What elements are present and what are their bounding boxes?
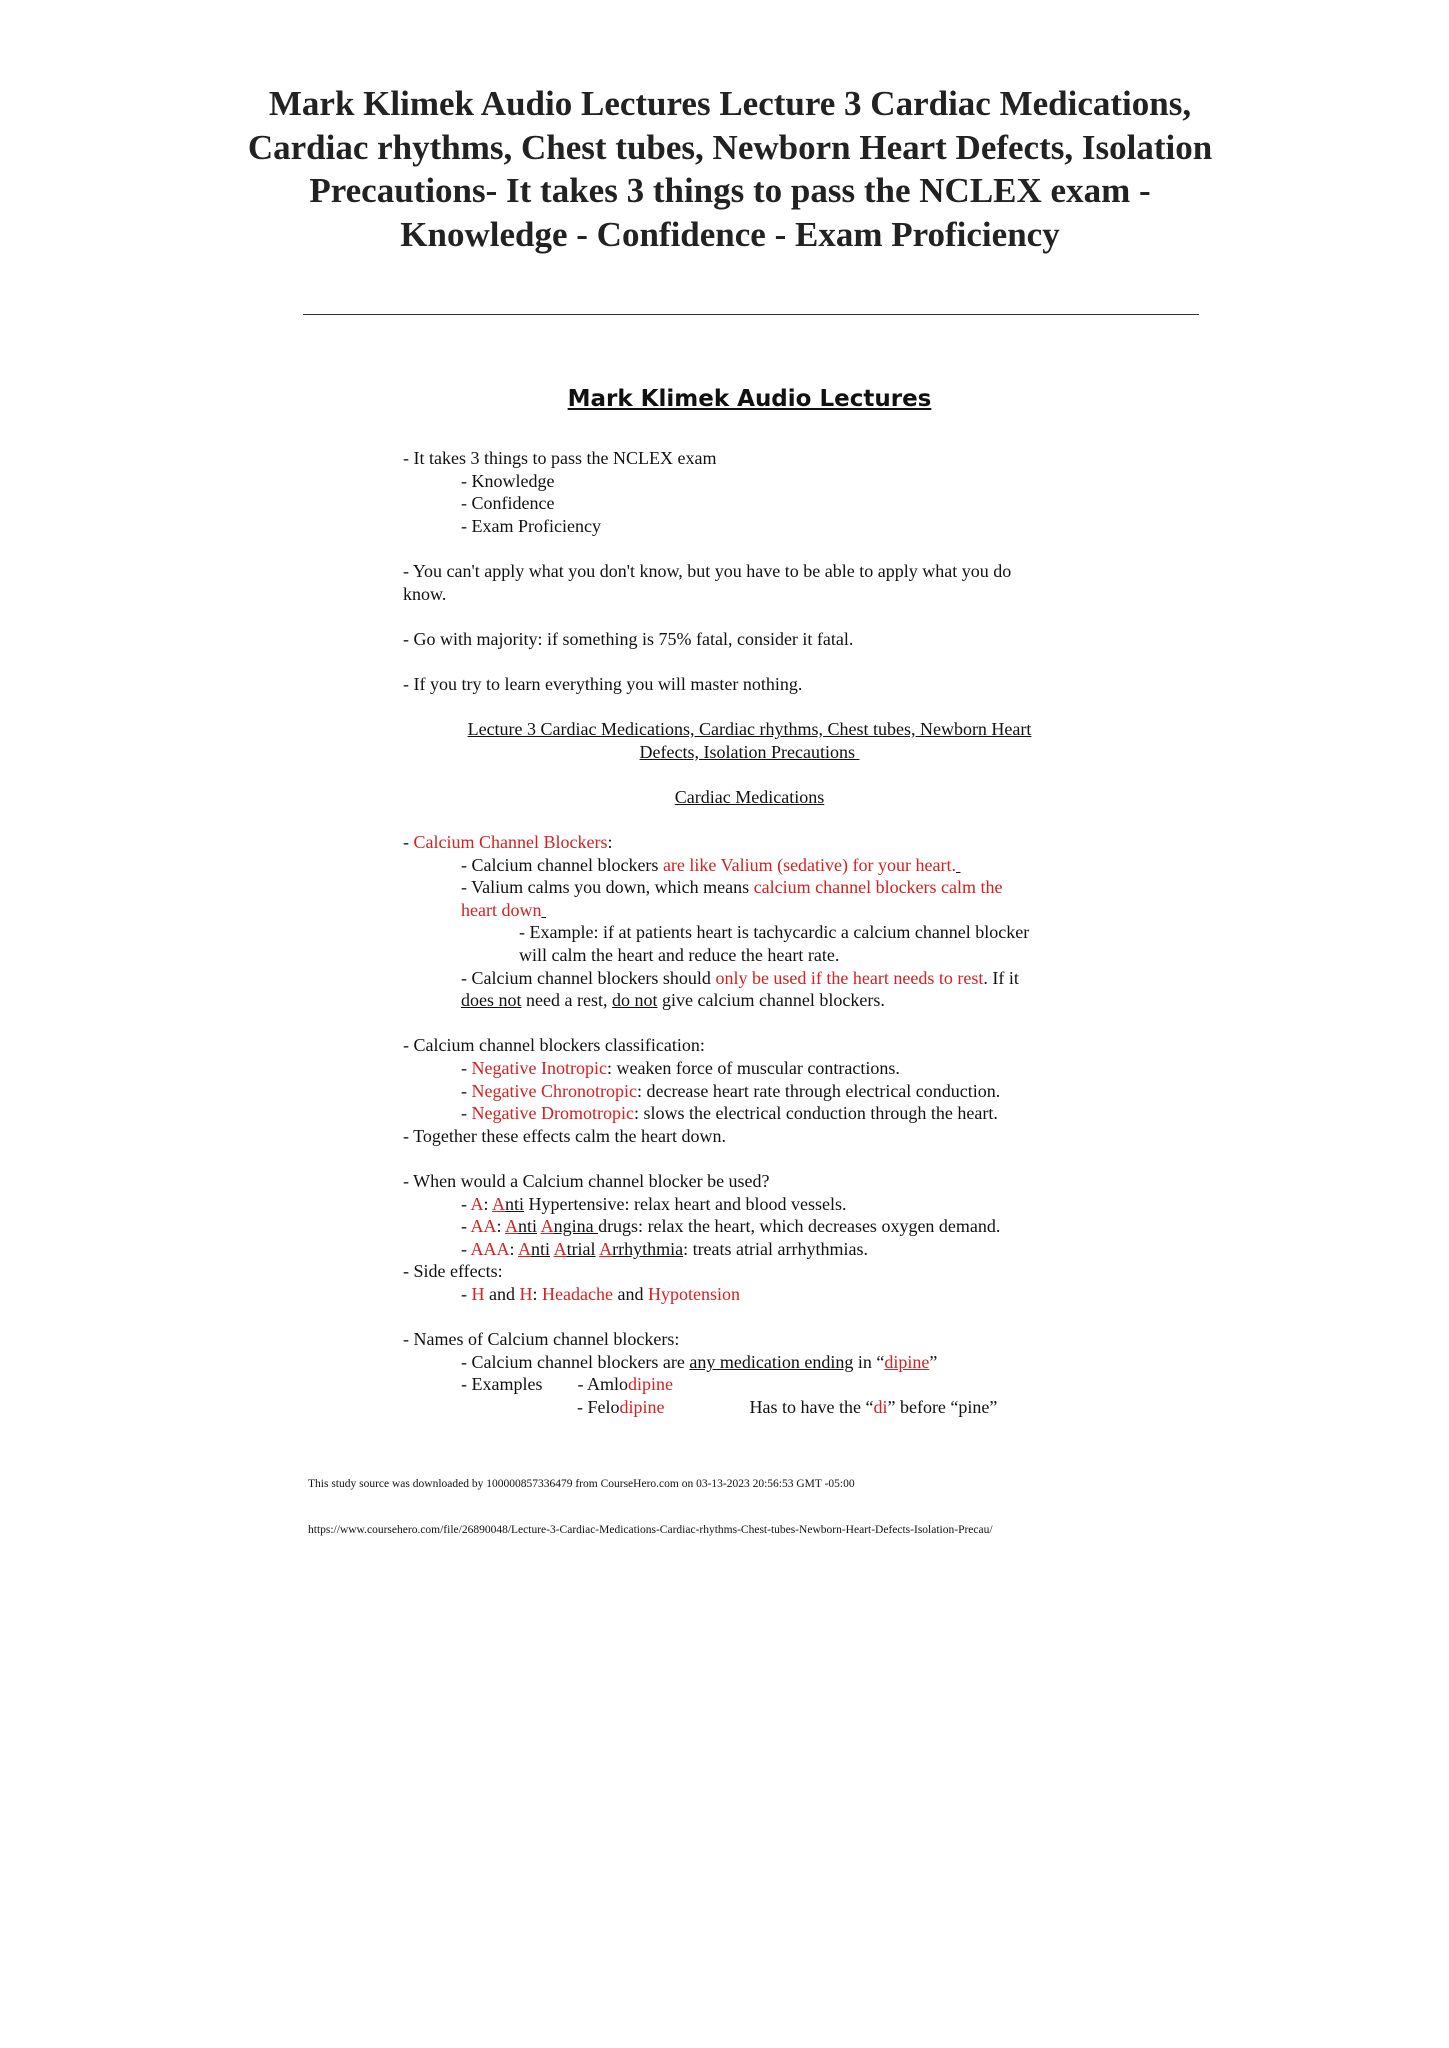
text-span: - It takes 3 things to pass the NCLEX exam	[403, 448, 717, 468]
text-line	[403, 1215, 1103, 1238]
highlighted-text: dipine	[884, 1351, 930, 1372]
highlighted-text: A	[470, 1193, 484, 1214]
highlighted-text: A	[505, 1216, 519, 1237]
text-span: -	[461, 1216, 471, 1237]
text-span: - Calcium channel blockers classification:	[403, 1035, 705, 1056]
text-span: - Examples	[461, 1374, 543, 1395]
text-line	[403, 921, 1103, 944]
text-span: Defects, Isolation Precautions	[639, 741, 860, 762]
text-span: - When would a Calcium channel blocker be used?	[403, 1171, 770, 1191]
text-span: know.	[403, 583, 447, 604]
text-line	[403, 786, 1096, 809]
text-line	[403, 718, 1096, 741]
text-span: -	[461, 1193, 471, 1214]
text-line	[403, 1373, 1103, 1396]
highlighted-text: calcium channel blockers calm the	[753, 877, 1003, 898]
text-span: nti	[531, 1238, 551, 1259]
text-span: Lecture 3 Cardiac Medications, Cardiac rhythms, Chest tubes, Newborn Heart	[467, 719, 1032, 740]
text-span: :	[532, 1283, 543, 1304]
highlighted-text: Negative Dromotropic	[471, 1103, 634, 1124]
text-line	[403, 1193, 1103, 1216]
highlighted-text: A	[518, 1238, 532, 1259]
text-span: -	[461, 1103, 472, 1124]
text-span	[541, 900, 546, 920]
text-span: Hypertensive: relax heart and blood vessels.	[524, 1193, 847, 1214]
text-span: Cardiac Medications	[674, 786, 825, 807]
blank-line	[403, 763, 1103, 786]
text-line	[403, 583, 1103, 606]
highlighted-text: Hypotension	[647, 1283, 740, 1304]
text-line	[403, 854, 1103, 877]
text-span: :	[496, 1216, 506, 1237]
title-divider	[303, 314, 1199, 315]
text-span: . If it	[983, 967, 1019, 988]
text-line	[403, 1351, 1103, 1374]
text-span: in “	[853, 1351, 885, 1372]
highlighted-text: Calcium Channel Blockers	[413, 832, 608, 853]
highlighted-text: A	[492, 1193, 506, 1214]
text-line	[403, 1238, 1103, 1261]
blank-line	[403, 1147, 1103, 1170]
source-url[interactable]: https://www.coursehero.com/file/26890048/Lecture-3-Cardiac-Medications-Cardiac-rhythms-Chest-tubes-Newborn-Heart-Defects-Isolation-Precau/	[308, 1524, 993, 1536]
text-line	[403, 1396, 1103, 1419]
text-span: :	[483, 1193, 493, 1214]
text-line	[403, 628, 1103, 651]
highlighted-text: AAA	[470, 1238, 510, 1259]
text-line	[403, 673, 1103, 696]
text-line	[403, 1080, 1103, 1103]
section-heading: Mark Klimek Audio Lectures	[567, 386, 932, 412]
blank-line	[403, 1012, 1103, 1035]
text-span: any medication ending	[689, 1351, 854, 1372]
text-span: - Felo	[577, 1396, 620, 1417]
text-span: -	[461, 1058, 472, 1079]
text-line	[403, 492, 1103, 515]
text-span: and	[612, 1283, 648, 1304]
highlighted-text: only be used if the heart needs to rest	[715, 967, 984, 988]
blank-line	[403, 605, 1103, 628]
text-span: do not	[611, 990, 658, 1011]
text-span: nti	[518, 1216, 538, 1237]
text-line	[403, 741, 1096, 764]
text-span: - Names of Calcium channel blockers:	[403, 1329, 680, 1350]
text-span: will calm the heart and reduce the heart rate.	[519, 945, 840, 966]
text-line	[403, 944, 1103, 967]
highlighted-text: Headache	[542, 1283, 613, 1304]
text-span: -	[461, 1080, 472, 1101]
text-span: - Knowledge	[461, 470, 555, 491]
text-span: - Valium calms you down, which means	[461, 877, 754, 898]
text-span: : weaken force of muscular contractions.	[606, 1058, 900, 1079]
text-span: drugs: relax the heart, which decreases oxygen demand.	[598, 1216, 1001, 1237]
text-line	[403, 899, 1103, 922]
highlighted-text: dipine	[619, 1396, 665, 1417]
text-line	[403, 1125, 1103, 1148]
blank-line	[403, 809, 1103, 832]
text-span: -	[461, 1283, 472, 1304]
text-span: -	[461, 1238, 471, 1259]
text-line	[403, 1283, 1103, 1306]
text-span: - Calcium channel blockers should	[461, 967, 716, 988]
text-span: - Side effects:	[403, 1261, 503, 1282]
text-span: - Together these effects calm the heart down.	[403, 1125, 726, 1146]
highlighted-text: heart down	[461, 899, 542, 920]
text-span: nti	[505, 1193, 525, 1214]
text-span: : treats atrial arrhythmias.	[683, 1238, 868, 1259]
blank-line	[403, 650, 1103, 673]
text-line	[403, 447, 1103, 470]
text-span: ” before “pine”	[887, 1396, 998, 1417]
text-span: and	[484, 1283, 520, 1304]
text-span: Has to have the “	[749, 1396, 874, 1417]
text-line	[403, 967, 1103, 990]
text-line	[403, 1170, 1103, 1193]
text-span: need a rest,	[521, 990, 612, 1011]
text-span: - Confidence	[461, 493, 555, 514]
text-span	[956, 855, 961, 875]
blank-line	[403, 1306, 1103, 1329]
highlighted-text: dipine	[628, 1374, 673, 1395]
text-span: - Calcium channel blockers are	[461, 1351, 690, 1372]
highlighted-text: H	[471, 1283, 485, 1304]
text-line	[403, 560, 1103, 583]
highlighted-text: A	[540, 1216, 554, 1237]
document-body	[403, 447, 1103, 1419]
text-span: - Amlo	[577, 1374, 628, 1395]
highlighted-text: H	[519, 1283, 533, 1304]
text-line	[403, 515, 1103, 538]
highlighted-text: Negative Chronotropic	[471, 1080, 637, 1101]
text-span: - Calcium channel blockers	[461, 854, 663, 875]
text-span: : decrease heart rate through electrical conduction.	[636, 1080, 1001, 1101]
text-line	[403, 1328, 1103, 1351]
text-line	[403, 876, 1103, 899]
text-span: :	[509, 1238, 519, 1259]
text-line	[403, 831, 1103, 854]
highlighted-text: A	[599, 1238, 613, 1259]
blank-line	[403, 696, 1103, 719]
text-span: :	[607, 832, 613, 853]
text-span: trial	[566, 1238, 596, 1259]
text-span: rrhythmia	[612, 1238, 684, 1259]
blank-line	[403, 537, 1103, 560]
highlighted-text: are like Valium (sedative) for your heart.	[662, 854, 956, 875]
download-note: This study source was downloaded by 100000857336479 from CourseHero.com on 03-13-2023 20:56:53 GMT -05:00	[308, 1478, 855, 1490]
text-span: -	[403, 832, 414, 853]
highlighted-text: A	[553, 1238, 567, 1259]
highlighted-text: di	[873, 1396, 888, 1417]
text-line	[403, 470, 1103, 493]
text-span: ”	[929, 1351, 938, 1372]
text-line	[403, 1102, 1103, 1125]
text-span: does not	[461, 990, 522, 1011]
text-span: - Example: if at patients heart is tachycardic a calcium channel blocker	[519, 922, 1030, 943]
text-line	[403, 1034, 1103, 1057]
document-title: Mark Klimek Audio Lectures Lecture 3 Cardiac Medications, Cardiac rhythms, Chest tubes, Newborn Heart Defects, Isolation Precautions- It takes 3 things to pass the NCLEX exam - Knowledge - Confidence - Exam Proficiency	[247, 84, 1213, 254]
text-span: - Go with majority: if something is 75% fatal, consider it fatal.	[403, 628, 854, 649]
text-span: - Exam Proficiency	[461, 515, 601, 536]
highlighted-text: AA	[470, 1216, 497, 1237]
text-span: - You can't apply what you don't know, but you have to be able to apply what you do	[403, 560, 1012, 581]
text-span: give calcium channel blockers.	[657, 990, 885, 1011]
text-span: - If you try to learn everything you will master nothing.	[403, 673, 803, 694]
text-line	[403, 1057, 1103, 1080]
text-line	[403, 1260, 1103, 1283]
text-line	[403, 989, 1103, 1012]
highlighted-text: Negative Inotropic	[471, 1058, 607, 1079]
text-span: : slows the electrical conduction through the heart.	[633, 1103, 998, 1124]
text-span: ngina	[553, 1216, 599, 1237]
